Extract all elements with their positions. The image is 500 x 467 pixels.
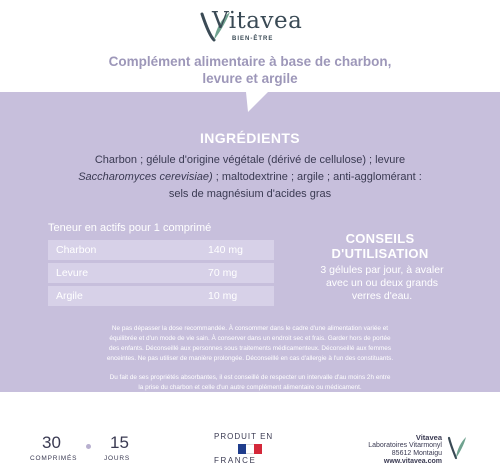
note-line: Du fait de ses propriétés absorbantes, il est conseillé de respecter un intervalle d'au moins 2h entre	[109, 374, 391, 381]
ingredients-text	[60, 152, 440, 203]
absorbent-note	[22, 373, 478, 393]
ingredients-line-2	[60, 169, 440, 186]
warning-line: équilibrée et d'un mode de vie sain. À conserver dans un endroit sec et frais. Garder hors de portée	[109, 335, 391, 342]
row-name: Levure	[56, 267, 89, 279]
table-row	[48, 286, 274, 306]
vitavea-small-leaf-icon	[446, 434, 468, 460]
product-headline	[40, 53, 460, 87]
speech-notch	[246, 92, 268, 114]
teneur-table	[48, 240, 274, 309]
tablet-count: 30	[42, 433, 61, 452]
conseils-title	[310, 231, 450, 261]
conseils-text	[302, 264, 462, 303]
ingredients-line-1: Charbon ; gélule d'origine végétale (dérivé de cellulose) ; levure	[94, 154, 406, 166]
days-count: 15	[110, 433, 129, 452]
header-area	[0, 0, 500, 92]
ingredients-line-3: sels de magnésium d'acides gras	[168, 188, 332, 200]
conseils-line-3: verres d'eau.	[351, 290, 413, 302]
company-url: www.vitavea.com	[383, 458, 442, 465]
headline-line-1: Complément alimentaire à base de charbon,	[108, 54, 392, 69]
ingredients-line-2-rest: ; maltodextrine ; argile ; anti-agglomérant :	[212, 171, 422, 183]
row-value: 70 mg	[208, 267, 238, 279]
company-info	[352, 434, 442, 466]
headline-line-2: levure et argile	[202, 71, 298, 86]
warning-line: enceintes. Ne pas utiliser de manière prolongée. Déconseillé en cas d'allergie à l'un des constituants.	[106, 355, 394, 362]
produit-en-label: PRODUIT EN	[214, 432, 274, 441]
french-flag-icon	[238, 444, 262, 454]
conseils-title-line-2: D'UTILISATION	[331, 246, 429, 261]
row-value: 140 mg	[208, 244, 244, 256]
table-row	[48, 240, 274, 260]
separator-dot	[86, 444, 91, 449]
warning-line: des enfants. Déconseillé aux personnes sous traitements médicamenteux. Déconseillé aux femmes	[108, 345, 392, 352]
table-row	[48, 263, 274, 283]
company-name: Vitavea	[415, 433, 442, 442]
company-lab: Laboratoires Vitarmonyl	[368, 442, 442, 449]
conseils-line-2: avec un ou deux grands	[325, 277, 439, 289]
brand-tagline: BIEN-ÊTRE	[232, 36, 274, 42]
company-city: 85612 Montaigu	[391, 450, 442, 457]
tablet-count-label: COMPRIMÉS	[30, 455, 78, 462]
warnings-text	[22, 324, 478, 364]
row-name: Charbon	[56, 244, 97, 256]
brand-name: Vitavea	[212, 8, 303, 34]
row-name: Argile	[56, 290, 83, 302]
days-label: JOURS	[104, 455, 131, 462]
conseils-line-1: 3 gélules par jour, à avaler	[320, 264, 444, 276]
teneur-label: Teneur en actifs pour 1 comprimé	[48, 222, 212, 234]
france-label: FRANCE	[214, 456, 257, 465]
ingredients-species: Saccharomyces cerevisiae)	[78, 171, 213, 183]
warning-line: Ne pas dépasser la dose recommandée. À consommer dans le cadre d'une alimentation variée et	[111, 325, 389, 332]
row-value: 10 mg	[208, 290, 238, 302]
ingredients-title: INGRÉDIENTS	[199, 130, 301, 146]
note-line: la prise du charbon et celle d'un autre complément alimentaire ou médicament.	[138, 384, 362, 391]
conseils-title-line-1: CONSEILS	[345, 231, 415, 246]
